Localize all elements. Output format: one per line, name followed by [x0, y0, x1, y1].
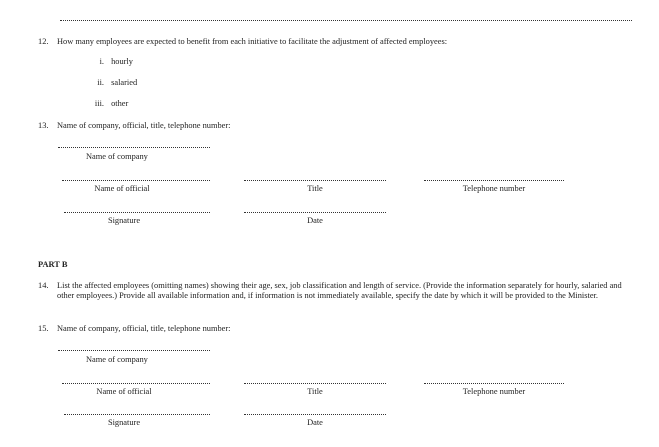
q12-text: How many employees are expected to benefit from each initiative to facilitate the adjustment of affected employees:	[57, 37, 448, 46]
option-label: iii.	[94, 99, 104, 108]
q13-phone-label: Telephone number	[462, 184, 526, 193]
option-text: other	[111, 99, 129, 108]
q13-signature-line[interactable]	[64, 212, 210, 213]
q15-date-label: Date	[307, 418, 323, 427]
q13-title-label: Title	[307, 184, 323, 193]
q15-number: 15.	[38, 324, 49, 333]
option-text: salaried	[111, 78, 138, 87]
q13-company-label: Name of company	[86, 152, 148, 161]
part-b-heading: PART B	[38, 260, 68, 269]
q12-option-hourly	[84, 57, 133, 67]
q13-official-line[interactable]	[62, 180, 210, 181]
q15-phone-label: Telephone number	[462, 387, 526, 396]
q13-title-line[interactable]	[244, 180, 386, 181]
q12-number: 12.	[38, 37, 49, 46]
q15-company-line[interactable]	[58, 350, 210, 351]
q14-text: List the affected employees (omitting names) showing their age, sex, job classification and length of service. (Provide the information separately for hourly, salaried and other employees.) Provide all available information and, if information is not immediately available, specify the date by which it will be provided to the Minister.	[57, 281, 622, 301]
option-label: ii.	[97, 78, 104, 87]
q12-option-salaried	[84, 78, 137, 88]
option-label: i.	[99, 57, 104, 66]
q15-official-label: Name of official	[96, 387, 152, 396]
q15-company-label: Name of company	[86, 355, 148, 364]
q15-title-label: Title	[307, 387, 323, 396]
q12-option-other	[84, 99, 128, 109]
previous-answer-line	[60, 20, 632, 21]
q13-official-label: Name of official	[94, 184, 150, 193]
q13-number: 13.	[38, 121, 49, 130]
q13-text: Name of company, official, title, telephone number:	[57, 121, 231, 130]
q14-number: 14.	[38, 281, 49, 290]
q15-text: Name of company, official, title, telephone number:	[57, 324, 231, 333]
q13-phone-line[interactable]	[424, 180, 564, 181]
q13-date-line[interactable]	[244, 212, 386, 213]
option-text: hourly	[111, 57, 133, 66]
q15-signature-line[interactable]	[64, 414, 210, 415]
q15-official-line[interactable]	[62, 383, 210, 384]
q15-date-line[interactable]	[244, 414, 386, 415]
q15-signature-label: Signature	[107, 418, 141, 427]
q15-phone-line[interactable]	[424, 383, 564, 384]
q13-company-line[interactable]	[58, 147, 210, 148]
q13-signature-label: Signature	[107, 216, 141, 225]
q13-date-label: Date	[307, 216, 323, 225]
q15-title-line[interactable]	[244, 383, 386, 384]
